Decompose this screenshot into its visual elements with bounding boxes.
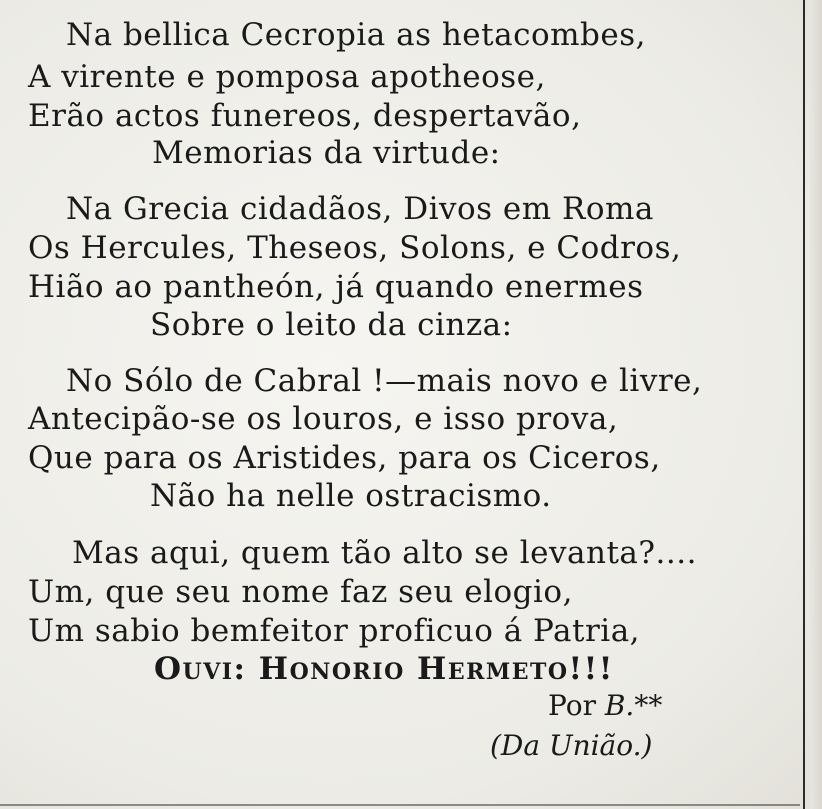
poem-line: Mas aqui, quem tão alto se levanta?.... xyxy=(72,535,697,571)
poem-line: Na bellica Cecropia as hetacombes, xyxy=(66,17,646,53)
poem-line: Hião ao pantheón, já quando enermes xyxy=(28,269,644,305)
poem-line: Antecipão-se os louros, e isso prova, xyxy=(28,401,619,437)
poem-line: Um sabio bemfeitor proficuo á Patria, xyxy=(28,613,641,649)
bottom-rule xyxy=(0,800,800,809)
poem-line: Na Grecia cidadãos, Divos em Roma xyxy=(66,191,654,227)
poem-line: Um, que seu nome faz seu elogio, xyxy=(28,574,573,610)
author-signature xyxy=(548,688,662,724)
poem-closing-line: Ouvi: Honorio Hermeto!!! xyxy=(154,651,614,687)
poem-line: Memorias da virtude: xyxy=(152,135,501,171)
poem-line: A virente e pomposa apotheose, xyxy=(28,59,546,95)
poem-line: No Sólo de Cabral !—mais novo e livre, xyxy=(66,363,703,399)
source-attribution: (Da União.) xyxy=(490,729,653,762)
column-rule xyxy=(803,0,805,809)
poem-line: Que para os Aristides, para os Ciceros, xyxy=(28,440,661,476)
author-initial: B.** xyxy=(604,689,663,722)
poem-line: Não ha nelle ostracismo. xyxy=(150,478,552,514)
poem-line: Os Hercules, Theseos, Solons, e Codros, xyxy=(28,230,682,266)
author-prefix: Por xyxy=(548,689,596,722)
poem-line: Sobre o leito da cinza: xyxy=(150,307,513,343)
adjacent-column-edge xyxy=(810,0,822,809)
poem-line: Erão actos funereos, despertavão, xyxy=(28,98,582,134)
